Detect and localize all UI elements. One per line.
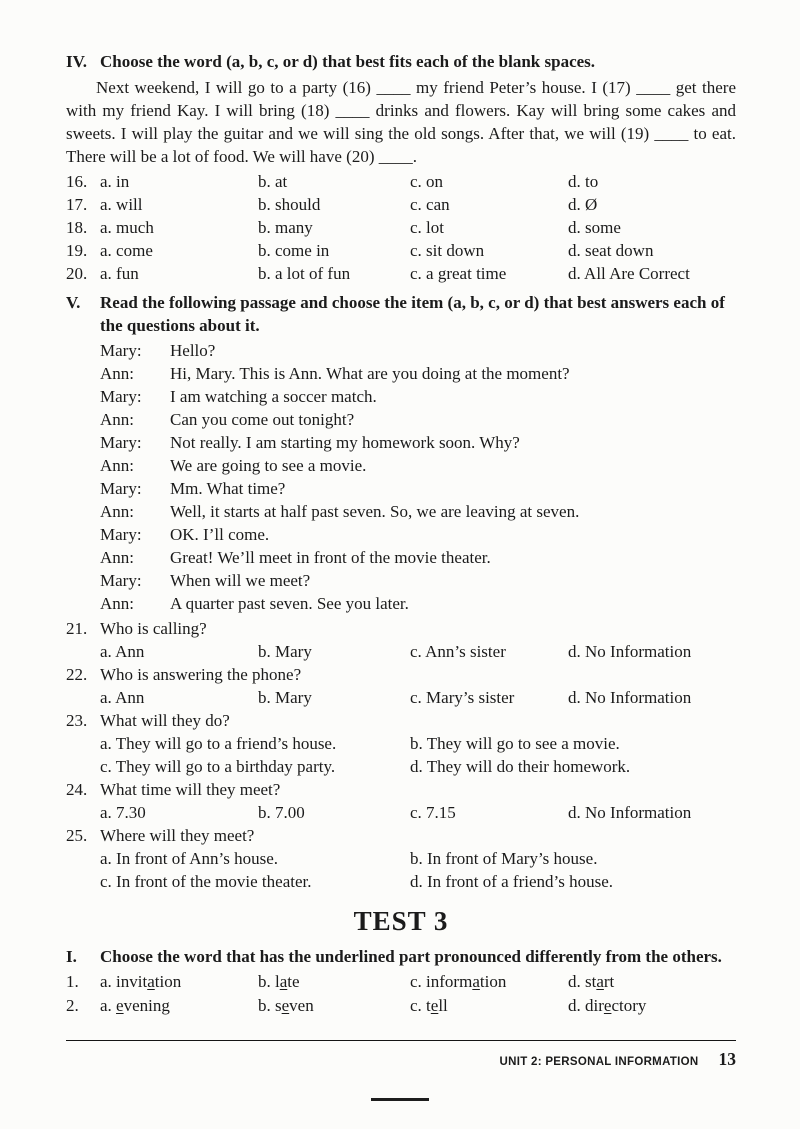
underlined-letter: e (603, 996, 612, 1015)
indent-spacer (66, 847, 100, 870)
question-text: Who is answering the phone? (100, 665, 302, 684)
option-a: a. fun (100, 264, 139, 283)
option-text: tion (154, 972, 182, 991)
option-c: c. sit down (410, 241, 485, 260)
question-number: 1. (66, 972, 79, 991)
option-b: b. a lot of fun (258, 264, 351, 283)
question-number: 24. (66, 780, 88, 799)
question-25-options-row1 (66, 847, 736, 870)
speaker-text: Great! We’ll meet in front of the movie theater. (170, 548, 491, 567)
underlined-letter: e (116, 996, 124, 1015)
question-23-options-row1 (66, 732, 736, 755)
section-v-title: Read the following passage and choose the item (a, b, c, or d) that best answers each of the questions about it. (100, 293, 725, 335)
speaker-text: When will we meet? (170, 571, 311, 590)
question-25 (66, 824, 736, 847)
test-3-heading: TEST 3 (353, 906, 449, 936)
speaker-name: Ann: (100, 364, 134, 383)
speaker-name: Mary: (100, 341, 142, 360)
dialogue-line (100, 523, 736, 546)
option-d: d. No Information (568, 803, 692, 822)
question-row-19 (66, 239, 736, 262)
indent-spacer (66, 640, 100, 663)
option-b (258, 994, 410, 1018)
question-23-options-row2 (66, 755, 736, 778)
dialogue-line (100, 408, 736, 431)
indent-spacer (66, 732, 100, 755)
dialogue-line (100, 546, 736, 569)
question-row-1 (66, 970, 736, 994)
dialogue-line (100, 500, 736, 523)
option-d: d. In front of a friend’s house. (410, 872, 614, 891)
speaker-name: Ann: (100, 456, 134, 475)
option-c (410, 970, 568, 994)
option-c: c. Ann’s sister (410, 642, 506, 661)
option-a: a. come (100, 241, 153, 260)
speaker-text: Not really. I am starting my homework soon. Why? (170, 433, 520, 452)
question-24-options (66, 801, 736, 824)
option-text: vening (123, 996, 170, 1015)
question-row-20 (66, 262, 736, 285)
option-d: d. All Are Correct (568, 264, 690, 283)
option-b (258, 970, 410, 994)
speaker-text: Well, it starts at half past seven. So, we are leaving at seven. (170, 502, 580, 521)
question-21 (66, 617, 736, 640)
question-row-18 (66, 216, 736, 239)
question-22 (66, 663, 736, 686)
option-b: b. come in (258, 241, 330, 260)
speaker-name: Ann: (100, 410, 134, 429)
unit-label: UNIT 2: PERSONAL INFORMATION (499, 1056, 699, 1068)
question-text: What time will they meet? (100, 780, 281, 799)
dialogue-line (100, 431, 736, 454)
question-number: 18. (66, 218, 88, 237)
section-v-label: V. (66, 293, 81, 312)
page-footer (66, 1040, 736, 1074)
option-c: c. on (410, 172, 444, 191)
option-text: c. inform (410, 972, 473, 991)
speaker-name: Mary: (100, 479, 142, 498)
option-c: c. lot (410, 218, 444, 237)
indent-spacer (66, 801, 100, 824)
indent-spacer (66, 755, 100, 778)
speaker-text: We are going to see a movie. (170, 456, 367, 475)
underlined-letter: e (430, 996, 439, 1015)
option-text: rt (603, 972, 615, 991)
option-d: d. some (568, 218, 621, 237)
option-text: ctory (611, 996, 647, 1015)
question-number: 17. (66, 195, 88, 214)
question-row-17 (66, 193, 736, 216)
option-a: a. in (100, 172, 130, 191)
option-c: c. 7.15 (410, 803, 456, 822)
underlined-letter: a (472, 972, 480, 991)
option-d (568, 994, 736, 1018)
option-d: d. Ø (568, 195, 598, 214)
option-text: d. st (568, 972, 597, 991)
section-i-label: I. (66, 947, 77, 966)
speaker-text: Mm. What time? (170, 479, 286, 498)
page-number: 13 (718, 1049, 736, 1069)
option-a: a. They will go to a friend’s house. (100, 734, 337, 753)
question-25-options-row2 (66, 870, 736, 893)
underlined-letter: a (596, 972, 604, 991)
section-v-header (66, 291, 736, 337)
dialogue-line (100, 454, 736, 477)
option-d (568, 970, 736, 994)
speaker-text: Hi, Mary. This is Ann. What are you doing at the moment? (170, 364, 570, 383)
option-text: d. dir (568, 996, 604, 1015)
question-number: 2. (66, 996, 79, 1015)
question-number: 19. (66, 241, 88, 260)
speaker-name: Ann: (100, 502, 134, 521)
option-text: ven (289, 996, 314, 1015)
section-i-title: Choose the word that has the underlined part pronounced differently from the others. (100, 947, 722, 966)
question-21-options (66, 640, 736, 663)
section-iv-header (66, 50, 736, 73)
option-a: a. Ann (100, 688, 145, 707)
option-b: b. Mary (258, 642, 312, 661)
question-row-2 (66, 994, 736, 1018)
option-c: c. Mary’s sister (410, 688, 515, 707)
test3-section-i-header (66, 945, 736, 968)
speaker-text: Hello? (170, 341, 216, 360)
question-number: 20. (66, 264, 88, 283)
option-c: c. can (410, 195, 450, 214)
option-text: ll (438, 996, 448, 1015)
option-d: d. to (568, 172, 599, 191)
dialogue-line (100, 362, 736, 385)
option-text: a. invit (100, 972, 148, 991)
speaker-name: Mary: (100, 571, 142, 590)
option-d: d. They will do their homework. (410, 757, 631, 776)
option-b: b. at (258, 172, 288, 191)
option-text: a. (100, 996, 117, 1015)
question-number: 21. (66, 619, 88, 638)
option-a (100, 970, 258, 994)
dialogue-line (100, 477, 736, 500)
question-number: 25. (66, 826, 88, 845)
speaker-text: I am watching a soccer match. (170, 387, 377, 406)
speaker-name: Ann: (100, 548, 134, 567)
option-b: b. should (258, 195, 321, 214)
option-c: c. They will go to a birthday party. (100, 757, 336, 776)
question-text: What will they do? (100, 711, 230, 730)
option-d: d. No Information (568, 688, 692, 707)
option-b: b. They will go to see a movie. (410, 734, 620, 753)
section-iv-title: Choose the word (a, b, c, or d) that best fits each of the blank spaces. (100, 52, 596, 71)
option-d: d. No Information (568, 642, 692, 661)
dialogue-line (100, 385, 736, 408)
question-number: 16. (66, 172, 88, 191)
option-a (100, 994, 258, 1018)
option-b: b. In front of Mary’s house. (410, 849, 598, 868)
option-c: c. a great time (410, 264, 507, 283)
dialogue-line (100, 569, 736, 592)
option-text: tion (479, 972, 507, 991)
speaker-text: OK. I’ll come. (170, 525, 270, 544)
dialogue-passage (100, 339, 736, 615)
option-a: a. Ann (100, 642, 145, 661)
option-b: b. many (258, 218, 313, 237)
question-text: Where will they meet? (100, 826, 255, 845)
question-22-options (66, 686, 736, 709)
option-text: b. s (258, 996, 282, 1015)
speaker-name: Mary: (100, 433, 142, 452)
dialogue-line (100, 339, 736, 362)
option-b: b. Mary (258, 688, 312, 707)
speaker-name: Ann: (100, 594, 134, 613)
indent-spacer (66, 870, 100, 893)
question-number: 22. (66, 665, 88, 684)
question-24 (66, 778, 736, 801)
binding-mark (371, 1098, 429, 1101)
underlined-letter: a (279, 972, 288, 991)
option-c (410, 994, 568, 1018)
question-23 (66, 709, 736, 732)
speaker-name: Mary: (100, 387, 142, 406)
cloze-passage: Next weekend, I will go to a party (16) ____ my friend Peter’s house. I (17) ____ get there with my friend Kay. I will bring (18) ____ drinks and flowers. Kay will bring some cakes and sweets. I will play the guitar and we will sing the old songs. After that, we will (19) ____ to eat. There will be a lot of food. We will have (20) ____. (66, 78, 736, 166)
question-number: 23. (66, 711, 88, 730)
option-c: c. In front of the movie theater. (100, 872, 312, 891)
option-a: a. will (100, 195, 143, 214)
option-d: d. seat down (568, 241, 654, 260)
option-text: c. t (410, 996, 431, 1015)
option-b: b. 7.00 (258, 803, 305, 822)
section-iv-label: IV. (66, 52, 87, 71)
option-a: a. 7.30 (100, 803, 146, 822)
question-row-16 (66, 170, 736, 193)
speaker-name: Mary: (100, 525, 142, 544)
option-a: a. much (100, 218, 154, 237)
speaker-text: A quarter past seven. See you later. (170, 594, 409, 613)
dialogue-line (100, 592, 736, 615)
option-text: b. l (258, 972, 280, 991)
question-text: Who is calling? (100, 619, 207, 638)
underlined-letter: a (147, 972, 155, 991)
indent-spacer (66, 686, 100, 709)
speaker-text: Can you come out tonight? (170, 410, 355, 429)
option-text: te (287, 972, 300, 991)
option-a: a. In front of Ann’s house. (100, 849, 279, 868)
underlined-letter: e (281, 996, 290, 1015)
